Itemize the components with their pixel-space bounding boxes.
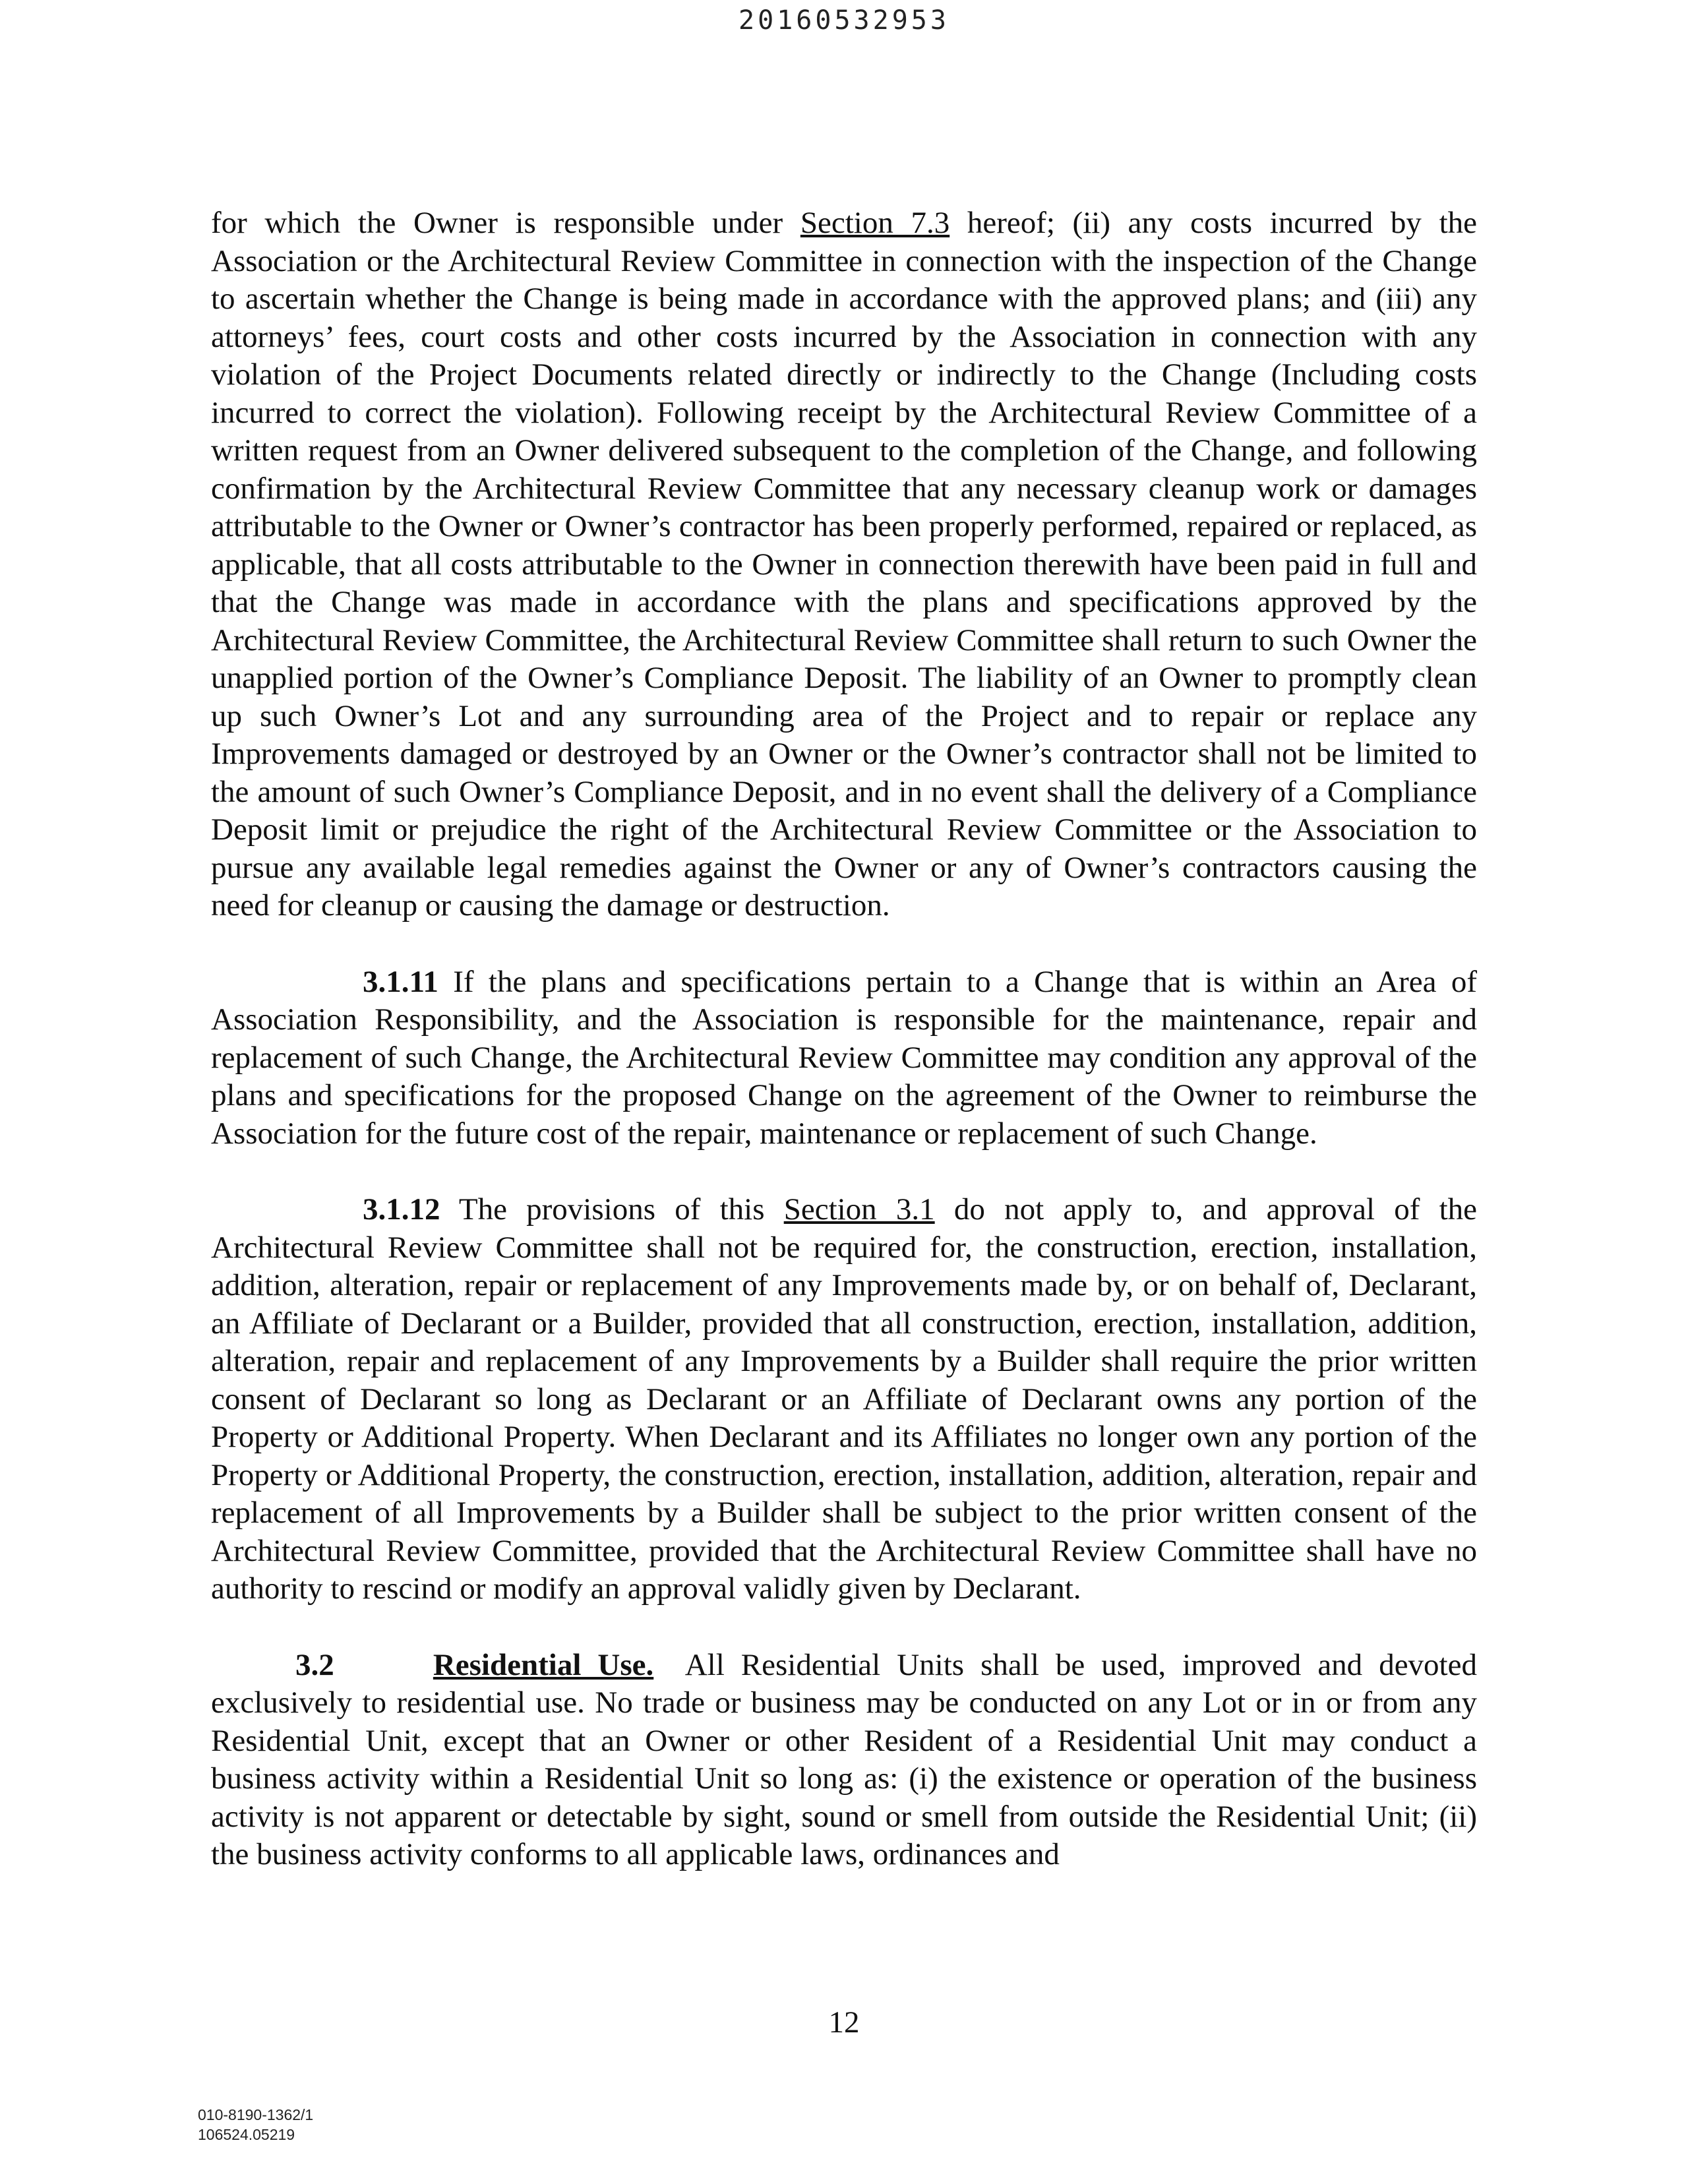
- section-reference-link: Section 7.3: [800, 206, 950, 240]
- section-heading: Residential Use.: [433, 1647, 654, 1682]
- recording-number: 20160532953: [738, 5, 950, 36]
- paragraph-text: All Residential Units shall be used, improved and devoted exclusively to residential use. No trade or business may be conducted on any Lot or in or from any Residential Unit, except that an Owner or other Resident of a Residential Unit may conduct a business activity within a Residential Unit so long as: (i) the existence or operation of the business activity is not apparent or detectable by sight, sound or smell from outside the Residential Unit; (ii) the business activity conforms to all applicable laws, ordinances and: [211, 1647, 1477, 1871]
- section-number: 3.1.11: [363, 964, 438, 999]
- paragraph-3-1-12: [211, 1191, 1477, 1608]
- paragraph-text: The provisions of this: [458, 1192, 784, 1227]
- footer-doc-id: 010-8190-1362/1: [198, 2106, 314, 2123]
- paragraph-continuation: [211, 204, 1477, 925]
- section-number: 3.2: [295, 1647, 334, 1682]
- document-body: [211, 204, 1477, 1874]
- paragraph-text: do not apply to, and approval of the Architectural Review Committee shall not be required for, the construction, erection, installation, addition, alteration, repair or replacement of any Improvements made by, or on behalf of, Declarant, an Affiliate of Declarant or a Builder, provided that all construction, erection, installation, addition, alteration, repair and replacement of any Improvements by a Builder shall require the prior written consent of Declarant so long as Declarant or an Affiliate of Declarant owns any portion of the Property or Additional Property. When Declarant and its Affiliates no longer own any portion of the Property or Additional Property, the construction, erection, installation, addition, alteration, repair and replacement of all Improvements by a Builder shall be subject to the prior written consent of the Architectural Review Committee, provided that the Architectural Review Committee shall have no authority to rescind or modify an approval validly given by Declarant.: [211, 1192, 1478, 1606]
- paragraph-3-1-11: [211, 963, 1477, 1153]
- paragraph-text: for which the Owner is responsible under: [211, 206, 800, 240]
- paragraph-3-2: [211, 1647, 1477, 1874]
- footer-matter-id: 106524.05219: [198, 2126, 295, 2143]
- page-number: 12: [828, 2005, 860, 2040]
- paragraph-text: hereof; (ii) any costs incurred by the Association or the Architectural Review Committee in connection with the inspection of the Change to ascertain whether the Change is being made in accordance with the approved plans; and (iii) any attorneys’ fees, court costs and other costs incurred by the Association in connection with any violation of the Project Documents related directly or indirectly to the Change (Including costs incurred to correct the violation). Following receipt by the Architectural Review Committee of a written request from an Owner delivered subsequent to the completion of the Change, and following confirmation by the Architectural Review Committee that any necessary cleanup work or damages attributable to the Owner or Owner’s contractor has been properly performed, repaired or replaced, as applicable, that all costs attributable to the Owner in connection therewith have been paid in full and that the Change was made in accordance with the plans and specifications approved by the Architectural Review Committee, the Architectural Review Committee shall return to such Owner the unapplied portion of the Owner’s Compliance Deposit. The liability of an Owner to promptly clean up such Owner’s Lot and any surrounding area of the Project and to repair or replace any Improvements damaged or destroyed by an Owner or the Owner’s contractor shall not be limited to the amount of such Owner’s Compliance Deposit, and in no event shall the delivery of a Compliance Deposit limit or prejudice the right of the Architectural Review Committee or the Association to pursue any available legal remedies against the Owner or any of Owner’s contractors causing the need for cleanup or causing the damage or destruction.: [211, 206, 1477, 923]
- paragraph-text: If the plans and specifications pertain to a Change that is within an Area of Association Responsibility, and the Association is responsible for the maintenance, repair and replacement of such Change, the Architectural Review Committee may condition any approval of the plans and specifications for the proposed Change on the agreement of the Owner to reimburse the Association for the future cost of the repair, maintenance or replacement of such Change.: [211, 964, 1478, 1151]
- document-footer: [198, 2105, 313, 2144]
- section-number: 3.1.12: [363, 1192, 440, 1227]
- section-reference-link: Section 3.1: [783, 1192, 935, 1227]
